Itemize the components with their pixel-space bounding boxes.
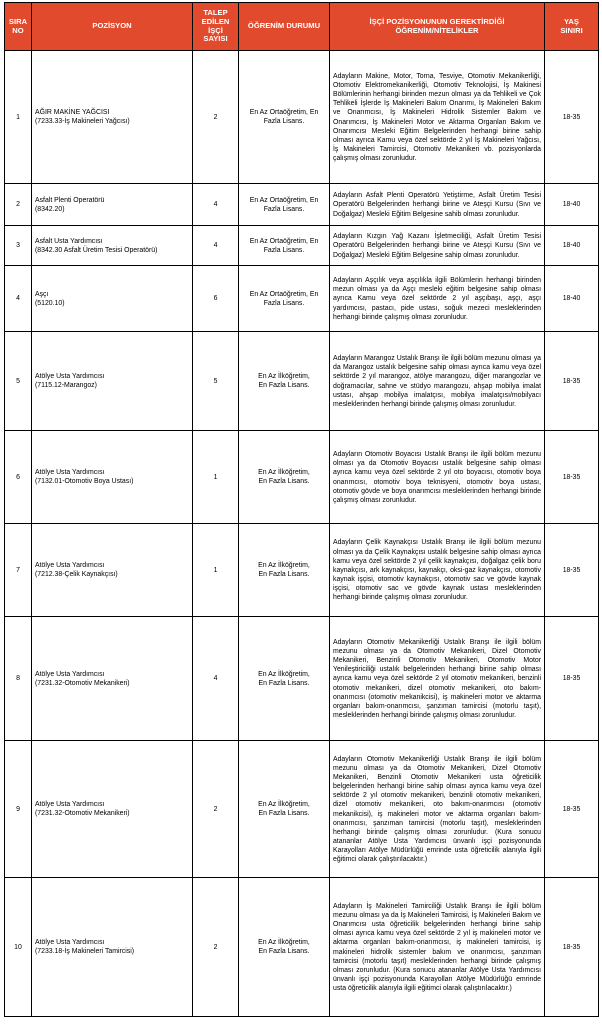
education-cell <box>239 266 330 332</box>
position-cell <box>32 332 193 431</box>
education-cell <box>239 226 330 266</box>
age-limit: 18-40 <box>545 184 599 226</box>
requested-count: 4 <box>193 617 239 741</box>
position-cell <box>32 878 193 1017</box>
education-line: Fazla Lisans. <box>263 299 305 307</box>
requested-count: 2 <box>193 51 239 184</box>
position-code: (8342.20) <box>35 205 65 213</box>
table-row <box>5 51 599 184</box>
age-limit: 18-35 <box>545 741 599 878</box>
education-cell <box>239 524 330 617</box>
row-number: 1 <box>5 51 32 184</box>
education-line: En Az İlköğretim, <box>258 469 310 476</box>
requirements-cell: Adayların Aşçılık veya aşçılıkla ilgili Bölümlerin herhangi birinden mezun olması ya da Aşçı mesleki eğitim belgesine sahip olması ayrıca Kamu veya özel sektörde 2 yıl aşçıbaşı, aşçı, aşçı yardımcısı, pastacı, pide ustası, soğuk mezeci mesleklerinden herhangi birinde çalışmış olması zorunludur. <box>330 266 545 332</box>
position-code: (7233.18-İş Makineleri Tamircisi) <box>35 948 135 955</box>
row-number: 5 <box>5 332 32 431</box>
education-line: En Fazla Lisans. <box>258 571 310 578</box>
education-line: En Fazla Lisans. <box>258 478 310 485</box>
header-row <box>5 3 599 51</box>
requested-count: 2 <box>193 741 239 878</box>
requested-count: 5 <box>193 332 239 431</box>
row-number: 6 <box>5 431 32 524</box>
row-number: 9 <box>5 741 32 878</box>
education-cell <box>239 332 330 431</box>
position-cell <box>32 524 193 617</box>
position-code: (7231.32-Otomotiv Mekanikeri) <box>35 810 130 817</box>
education-line: Fazla Lisans. <box>263 118 305 125</box>
age-limit: 18-35 <box>545 524 599 617</box>
header-count: TALEP EDİLEN İŞÇİ SAYISI <box>193 3 239 51</box>
table-row <box>5 617 599 741</box>
education-line: En Az Ortaöğretim, En <box>249 237 319 245</box>
education-cell <box>239 741 330 878</box>
header-education: ÖĞRENİM DURUMU <box>239 3 330 51</box>
row-number: 3 <box>5 226 32 266</box>
position-code: (7212.38-Çelik Kaynakçısı) <box>35 571 118 578</box>
position-code: (8342.30 Asfalt Üretim Tesisi Operatörü) <box>35 246 158 254</box>
position-code: (7231.32-Otomotiv Mekanikeri) <box>35 679 130 687</box>
education-line: En Az Ortaöğretim, En <box>249 109 319 116</box>
education-line: En Fazla Lisans. <box>258 382 310 389</box>
age-limit: 18-40 <box>545 226 599 266</box>
requirements-cell: Adayların Asfalt Plenti Operatörü Yetiştirme, Asfalt Üretim Tesisi Operatörü Belgelerinden herhangi birine ve Ateşçi Kursu (Sıvı ve Doğalgaz) Mesleki Eğitim Belgesine sahib olması zorunludur. <box>330 184 545 226</box>
education-cell <box>239 184 330 226</box>
requirements-cell: Adayların Otomotiv Mekanikerliği Ustalık Branşı ile ilgili bölüm mezunu olması ya da Otomotiv Mekanikeri, Dizel Otomotiv Mekanikeri, Benzinli Otomotiv Mekanikeri, Otomotiv Motor Yenileştiriciliği ustalık belgelerinden herhangi birine sahip olması ayrıca kamu veya özel sektörde 2 yıl otomotiv mekanikeri, benzinli otomotiv mekanikeri, dizel otomotiv mekanikeri, oto bakım-onarımcısı (otomotiv mekanikcisi), iş makineleri motor ve aktarma organları bakım-onarımcısı, şanzıman tamircisi (motorlu taşıt), mesleklerinden herhangi birinde çalışmış olması zorunludur. <box>330 617 545 741</box>
age-limit: 18-40 <box>545 266 599 332</box>
position-title: Atölye Usta Yardımcısı <box>35 562 105 569</box>
position-code: (7115.12-Marangoz) <box>35 382 97 389</box>
position-code: (5120.10) <box>35 299 65 307</box>
education-line: En Az İlköğretim, <box>258 670 310 678</box>
position-title: Atölye Usta Yardımcısı <box>35 939 105 946</box>
position-title: AĞIR MAKİNE YAĞCISI <box>35 109 110 116</box>
age-limit: 18-35 <box>545 51 599 184</box>
requested-count: 4 <box>193 226 239 266</box>
table-row <box>5 226 599 266</box>
position-title: Atölye Usta Yardımcısı <box>35 469 105 476</box>
position-cell <box>32 184 193 226</box>
age-limit: 18-35 <box>545 878 599 1017</box>
education-cell <box>239 431 330 524</box>
table-row <box>5 184 599 226</box>
requested-count: 2 <box>193 878 239 1017</box>
position-code: (7132.01-Otomotiv Boya Ustası) <box>35 478 134 485</box>
position-title: Atölye Usta Yardımcısı <box>35 373 105 380</box>
education-cell <box>239 617 330 741</box>
education-cell <box>239 878 330 1017</box>
row-number: 8 <box>5 617 32 741</box>
requested-count: 1 <box>193 431 239 524</box>
age-limit: 18-35 <box>545 617 599 741</box>
age-limit: 18-35 <box>545 431 599 524</box>
table-row <box>5 431 599 524</box>
education-line: En Fazla Lisans. <box>258 948 310 955</box>
position-title: Atölye Usta Yardımcısı <box>35 801 105 808</box>
requested-count: 1 <box>193 524 239 617</box>
table-row <box>5 741 599 878</box>
position-cell <box>32 266 193 332</box>
row-number: 4 <box>5 266 32 332</box>
requested-count: 4 <box>193 184 239 226</box>
requirements-cell: Adayların İş Makineleri Tamirciliği Ustalık Branşı ile ilgili bölüm mezunu olması ya da İş Makineleri Tamircisi, İş Makineleri Bakım ve Onarımcısı usta öğreticilik belgelerinden herhangi birine sahip olması ayrıca kamu veya özel sektörde 2 yıl iş makineleri motor ve aktarma organları bakım-onarımcısı, iş makineleri tamircisi, iş makineleri hidrolik sistemler bakım ve onarımcısı, şanzıman tamircisi (motorlu taşıt) mesleklerinden herhangi birinde çalışmış olması zorunludur. (Kura sonucu atananlar Atölye Usta Yardımcısı ünvanlı işçi pozisyonunda Karayolları Atölye Müdürlüğü emrinde usta öğreticilik alanıyla ilgili eğitimci olarak çalıştırılacaktır.) <box>330 878 545 1017</box>
table-row <box>5 266 599 332</box>
table-row <box>5 524 599 617</box>
age-limit: 18-35 <box>545 332 599 431</box>
requested-count: 6 <box>193 266 239 332</box>
education-line: En Az İlköğretim, <box>258 801 310 808</box>
education-line: Fazla Lisans. <box>263 205 305 213</box>
header-position: POZİSYON <box>32 3 193 51</box>
table-row <box>5 878 599 1017</box>
position-cell <box>32 617 193 741</box>
education-line: En Az Ortaöğretim, En <box>249 196 319 204</box>
requirements-cell: Adayların Otomotiv Mekanikerliği Ustalık Branşı ile ilgili bölüm mezunu olması ya da Otomotiv Mekanikeri, Dizel Otomotiv Mekanikeri, Benzinli Otomotiv Mekanikeri usta öğreticilik belgelerinden herhangi birine sahip olması ayrıca kamu veya özel sektörde 2 yıl otomotiv mekanikeri, benzinli otomotiv mekanikeri, dizel otomotiv mekanikeri, oto bakım-onarımcısı (otomotiv mekanikcisi), iş makineleri motor ve aktarma organları bakım-onarımcısı, şanzıman tamircisi (motorlu taşıt), mesleklerinden herhangi birinde çalışmış olması zorunludur. (Kura sonucu atananlar Atölye Usta Yardımcısı ünvanlı işçi pozisyonunda Karayolları Atölye Müdürlüğü emrinde usta öğreticilik alanıyla ilgili eğitimci olarak çalıştırılacaktır.) <box>330 741 545 878</box>
requirements-cell: Adayların Kızgın Yağ Kazanı İşletmeciliği, Asfalt Üretim Tesisi Operatörü Belgelerinden herhangi birine ve Ateşçi Kursu (Sıvı ve Doğalgaz) Mesleki Eğitim Belgesine sahip olması zorunludur. <box>330 226 545 266</box>
requirements-cell: Adayların Çelik Kaynakçısı Ustalık Branşı ile ilgili bölüm mezunu olması ya da Çelik Kaynakçısı ustalık belgesine sahip olması ayrıca kamu veya özel sektörde 2 yıl çelik kaynakçısı, doğalgaz çelik boru kaynakçısı, ark kaynakçısı, kaynakçı, oksi-gaz kaynakçısı, otomotiv kaynak işçisi, otomotiv kaynakçısı, otomotiv sac ve gövde kaynak işçisi, otomotiv sac ve gövde kaynak ustası mesleklerinden herhangi birinde çalışmış olması zorunludur. <box>330 524 545 617</box>
header-no: SIRA NO <box>5 3 32 51</box>
position-title: Asfalt Usta Yardımcısı <box>35 237 103 245</box>
education-line: En Fazla Lisans. <box>258 679 310 687</box>
education-line: En Az İlköğretim, <box>258 939 310 946</box>
position-title: Asfalt Plenti Operatörü <box>35 196 105 204</box>
header-age: YAŞ SINIRI <box>545 3 599 51</box>
row-number: 7 <box>5 524 32 617</box>
education-line: En Fazla Lisans. <box>258 810 310 817</box>
requirements-cell: Adayların Marangoz Ustalık Branşı ile ilgili bölüm mezunu olması ya da Marangoz ustalık belgesine sahip olması ayrıca kamu veya özel sektörde 2 yıl marangoz, atölye marangozu, diğer marangozlar ve doğramacılar, sahne ve stüdyo marangozu, ahşap mobilya imalat ustası, ahşap mobilya imalatçısı, mobilya imalatçısı/mobilyacı mesleklerinden herhangi birinde çalışmış olması zorunludur. <box>330 332 545 431</box>
requirements-cell: Adayların Otomotiv Boyacısı Ustalık Branşı ile ilgili bölüm mezunu olması ya da Otomotiv Boyacısı ustalık belgesine sahip olması ayrıca kamu veya özel sektörde 2 yıl oto boyacısı, otomotiv boya onarımcısı, otomotiv boya teknisyeni, otomotiv boya ustası, otomotiv gövde ve boya onarımcısı mesleklerinden herhangi birinde çalışmış olması zorunludur. <box>330 431 545 524</box>
education-line: En Az Ortaöğretim, En <box>249 290 319 298</box>
education-line: Fazla Lisans. <box>263 246 305 254</box>
position-title: Atölye Usta Yardımcısı <box>35 670 105 678</box>
header-requirements: İŞÇİ POZİSYONUNUN GEREKTİRDİĞİ ÖĞRENİM/NİTELİKLER <box>330 3 545 51</box>
position-code: (7233.33-İş Makineleri Yağcısı) <box>35 118 130 125</box>
position-cell <box>32 226 193 266</box>
education-line: En Az İlköğretim, <box>258 562 310 569</box>
row-number: 2 <box>5 184 32 226</box>
positions-table <box>4 2 599 1017</box>
position-cell <box>32 741 193 878</box>
table-row <box>5 332 599 431</box>
position-title: Aşçı <box>35 290 49 298</box>
education-cell <box>239 51 330 184</box>
education-line: En Az İlköğretim, <box>258 373 310 380</box>
row-number: 10 <box>5 878 32 1017</box>
position-cell <box>32 51 193 184</box>
position-cell <box>32 431 193 524</box>
requirements-cell: Adayların Makine, Motor, Torna, Tesviye, Otomotiv Mekanikerliği, Otomotiv Elektromekanikerliği, Otomotiv Teknolojisi, İş Makinesi Bölümlerinin herhangi birinden mezun olması ya da Tehlikeli ve Çok Tehlikeli İşlerde İş Makineleri Bakım Onarımı, İş Makineleri Bakım ve Onarımcısı, İş Makineleri Hidrolik Sistemler Bakım ve Onarımcısı, İş Makineleri Motor ve Aktarma Organları Bakım ve Onarımcısı Mesleki Eğitim Belgelerinden herhangi birine sahip olması ayrıca Kamu veya özel sektörde 2 yıl İş Makineleri Yağcısı, İş Makineleri Tamircisi, Otomotiv Mekanikeri vb. pozisyonlarda çalışmış olması zorunludur. <box>330 51 545 184</box>
